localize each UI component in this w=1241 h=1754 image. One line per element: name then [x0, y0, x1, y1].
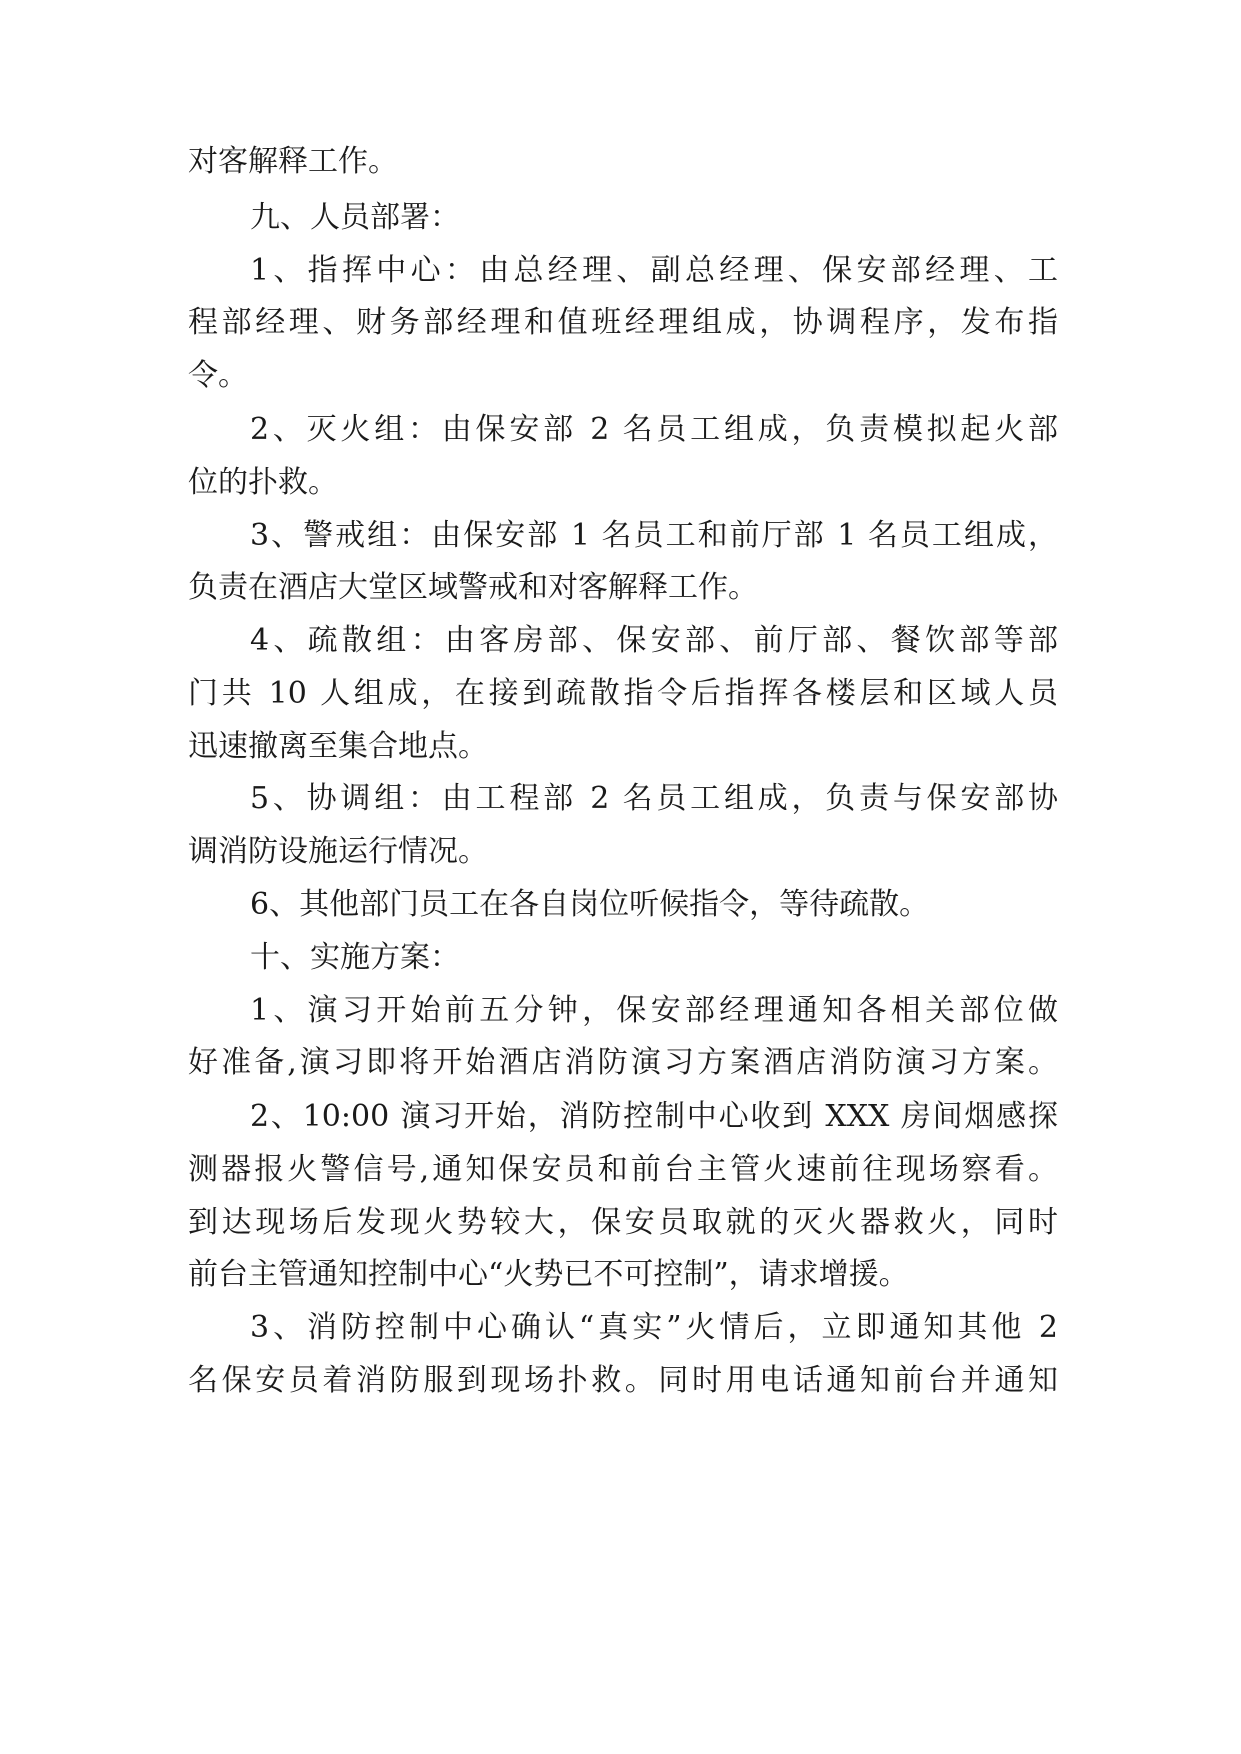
- text-line: 好准备,演习即将开始酒店消防演习方案酒店消防演习方案。: [188, 1045, 1058, 1080]
- text-line: 1、演习开始前五分钟，保安部经理通知各相关部位做: [250, 993, 1058, 1028]
- text-line: 2、灭火组：由保安部 2 名员工组成，负责模拟起火部: [250, 412, 1058, 447]
- text-line: 4、疏散组：由客房部、保安部、前厅部、餐饮部等部: [250, 623, 1058, 658]
- text-line: 3、消防控制中心确认“真实”火情后，立即通知其他 2: [250, 1310, 1058, 1345]
- text-line: 程部经理、财务部经理和值班经理组成，协调程序，发布指: [188, 305, 1058, 340]
- text-line: 负责在酒店大堂区域警戒和对客解释工作。: [188, 570, 758, 605]
- text-line: 对客解释工作。: [188, 144, 398, 179]
- text-line: 5、协调组：由工程部 2 名员工组成，负责与保安部协: [250, 781, 1058, 816]
- text-line: 名保安员着消防服到现场扑救。同时用电话通知前台并通知: [188, 1363, 1058, 1398]
- text-line: 门共 10 人组成，在接到疏散指令后指挥各楼层和区域人员: [188, 676, 1058, 711]
- text-line: 3、警戒组：由保安部 1 名员工和前厅部 1 名员工组成，: [250, 518, 1058, 553]
- text-line: 迅速撤离至集合地点。: [188, 729, 488, 764]
- text-line: 调消防设施运行情况。: [188, 834, 488, 869]
- text-line: 前台主管通知控制中心“火势已不可控制”，请求增援。: [188, 1257, 909, 1292]
- text-line: 6、其他部门员工在各自岗位听候指令，等待疏散。: [250, 887, 930, 922]
- section-heading: 十、实施方案：: [250, 940, 460, 975]
- section-heading: 九、人员部署：: [250, 200, 460, 235]
- text-line: 令。: [188, 358, 248, 393]
- text-line: 测器报火警信号,通知保安员和前台主管火速前往现场察看。: [188, 1152, 1058, 1187]
- text-line: 到达现场后发现火势较大，保安员取就的灭火器救火，同时: [188, 1205, 1058, 1240]
- text-line: 2、10:00 演习开始，消防控制中心收到 XXX 房间烟感探: [250, 1099, 1058, 1134]
- text-line: 1、指挥中心：由总经理、副总经理、保安部经理、工: [250, 253, 1058, 288]
- text-line: 位的扑救。: [188, 465, 338, 500]
